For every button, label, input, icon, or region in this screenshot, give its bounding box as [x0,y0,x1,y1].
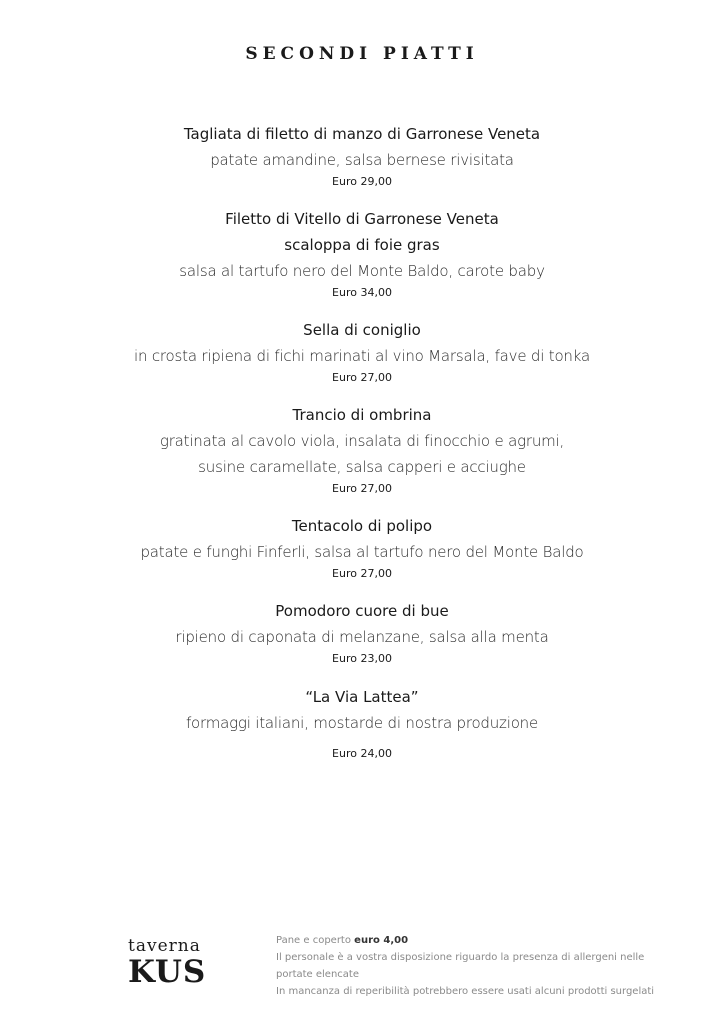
coperto-price: euro 4,00 [354,935,409,946]
menu-item [0,513,724,582]
frozen-products-note: In mancanza di reperibilità potrebbero essere usati alcuni prodotti surgelati [276,986,655,997]
dish-name: Pomodoro cuore di bue [275,602,449,620]
dish-description: patate amandine, salsa bernese rivisitata [210,151,514,169]
coperto-note [276,932,676,949]
menu-item [0,598,724,667]
dish-description: ripieno di caponata di melanzane, salsa alla menta [175,628,549,646]
dish-description: salsa al tartufo nero del Monte Baldo, carote baby [179,262,545,280]
footer-notes [276,932,676,1000]
menu-item [0,402,724,497]
menu-item [0,684,724,762]
dish-price: Euro 29,00 [332,175,392,188]
dish-price: Euro 23,00 [332,652,392,665]
menu-item [0,206,724,301]
allergen-note: Il personale è a vostra disposizione riguardo la presenza di allergeni nelle [276,952,645,963]
dish-description: gratinata al cavolo viola, insalata di finocchio e agrumi, [159,432,565,450]
dish-price: Euro 24,00 [332,747,392,760]
dish-price: Euro 27,00 [332,482,392,495]
dish-description-line2: susine caramellate, salsa capperi e acciughe [198,458,526,476]
dish-name: Tentacolo di polipo [291,517,433,535]
dish-price: Euro 34,00 [332,286,392,299]
dish-name: Trancio di ombrina [292,406,432,424]
dish-description: formaggi italiani, mostarde di nostra produzione [185,714,539,732]
menu-item [0,121,724,190]
dish-description: patate e funghi Finferli, salsa al tartufo nero del Monte Baldo [140,543,584,561]
logo-line1: taverna [128,936,201,956]
dish-price: Euro 27,00 [332,371,392,384]
menu-item [0,317,724,386]
dish-name: Sella di coniglio [303,321,421,339]
dish-name: Tagliata di filetto di manzo di Garronese Veneta [183,125,541,143]
logo-line2: KUS [128,954,207,990]
dish-name: Filetto di Vitello di Garronese Veneta [225,210,499,228]
coperto-label: Pane e coperto [276,935,351,946]
taverna-kus-logo [128,936,218,988]
page-title: SECONDI PIATTI [245,44,479,64]
dish-name: “La Via Lattea” [305,688,419,706]
dish-subtitle: scaloppa di foie gras [284,236,440,254]
allergen-note-line2: portate elencate [276,969,359,980]
dish-price: Euro 27,00 [332,567,392,580]
dish-description: in crosta ripiena di fichi marinati al vino Marsala, fave di tonka [134,347,590,365]
